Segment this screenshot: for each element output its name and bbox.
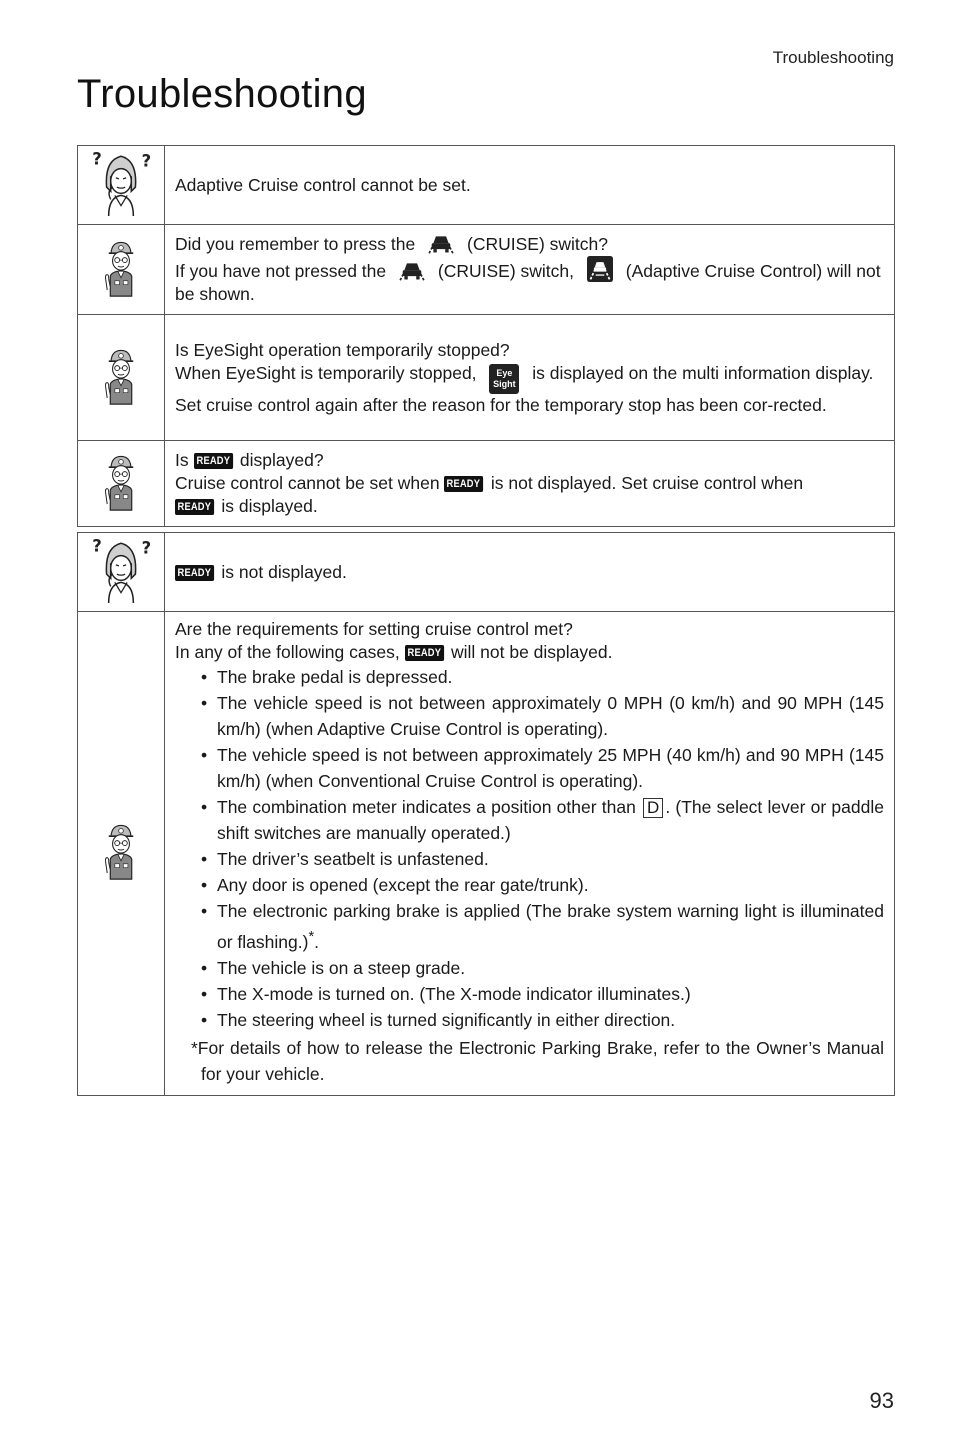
- problem-statement: is not displayed.: [221, 561, 347, 582]
- check-row-requirements: [78, 612, 895, 1096]
- list-item-text-a: The combination meter indicates a position other than: [217, 797, 636, 817]
- check-text-c: Cruise control cannot be set when: [175, 473, 440, 493]
- list-item-text-b: . (The select lever or paddle shift switches are manually operated.): [217, 797, 884, 843]
- running-header: Troubleshooting: [772, 48, 894, 67]
- check-text-d: Set cruise control again after the reason for the temporary stop has been cor-rected.: [175, 394, 827, 415]
- adaptive-cruise-icon: [587, 256, 613, 282]
- problem-statement: Adaptive Cruise control cannot be set.: [175, 174, 471, 195]
- eyesight-off-icon: Eye Sight: [489, 364, 519, 394]
- check-text: [165, 612, 895, 1096]
- footnote: *For details of how to release the Electronic Parking Brake, refer to the Owner’s Manual for your vehicle.: [191, 1037, 884, 1084]
- troubleshooting-table-1: [77, 145, 895, 527]
- list-item: • The steering wheel is turned significantly in either direction.: [197, 1007, 884, 1033]
- list-item: • The vehicle is on a steep grade.: [197, 955, 884, 981]
- check-text: [165, 315, 895, 441]
- list-item: • The brake pedal is depressed.: [197, 664, 884, 690]
- check-text-b: displayed?: [239, 450, 324, 470]
- check-intro-b: will not be displayed.: [450, 642, 613, 662]
- troubleshooting-table-2: [77, 532, 895, 1096]
- problem-row: [78, 146, 895, 225]
- check-text: [165, 441, 895, 527]
- problem-text: [165, 146, 895, 225]
- technician-icon: [78, 612, 165, 1096]
- page-title: Troubleshooting: [77, 72, 367, 116]
- ready-indicator-icon: READY: [175, 565, 214, 581]
- ready-indicator-icon: READY: [194, 453, 233, 469]
- check-text-d: is not displayed. Set cruise control when: [490, 473, 804, 493]
- check-text-d: (CRUISE) switch,: [437, 261, 574, 281]
- check-text: [165, 225, 895, 315]
- check-text-b: When EyeSight is temporarily stopped,: [175, 362, 477, 383]
- ready-indicator-icon: READY: [405, 645, 444, 661]
- check-intro-a: In any of the following cases,: [175, 642, 400, 662]
- check-text-a: Did you remember to press the: [175, 234, 416, 254]
- check-text-c: is displayed on the multi information display.: [532, 362, 874, 383]
- check-intro: Are the requirements for setting cruise control met?: [175, 619, 573, 639]
- ready-indicator-icon: READY: [175, 499, 214, 515]
- technician-icon: [78, 225, 165, 315]
- technician-icon: [78, 315, 165, 441]
- list-item: [197, 794, 884, 846]
- list-item: • The vehicle speed is not between approximately 0 MPH (0 km/h) and 90 MPH (145 km/h) (when Adaptive Cruise Control is operating).: [197, 690, 884, 742]
- list-item: • The vehicle speed is not between approximately 25 MPH (40 km/h) and 90 MPH (145 km/h) (when Conventional Cruise Control is operating).: [197, 742, 884, 794]
- check-text-a: Is EyeSight operation temporarily stopped?: [175, 339, 510, 360]
- technician-icon: [78, 441, 165, 527]
- problem-text: [165, 533, 895, 612]
- condition-list: [175, 664, 884, 1033]
- problem-row: [78, 533, 895, 612]
- check-row-cruise-switch: [78, 225, 895, 315]
- list-item-end: .: [314, 931, 319, 952]
- check-text-e: is displayed.: [221, 496, 318, 516]
- check-row-eyesight: [78, 315, 895, 441]
- confused-woman-icon: [78, 533, 165, 612]
- check-text-c: If you have not pressed the: [175, 261, 387, 281]
- check-text-b: (CRUISE) switch?: [467, 234, 608, 254]
- footnote-mark: *: [308, 929, 315, 945]
- page-number: 93: [869, 1388, 894, 1413]
- list-item: • Any door is opened (except the rear gate/trunk).: [197, 872, 884, 898]
- list-item: • The driver’s seatbelt is unfastened.: [197, 846, 884, 872]
- cruise-switch-icon: [428, 233, 454, 255]
- list-item: [197, 898, 884, 955]
- ready-indicator-icon: READY: [444, 476, 483, 492]
- list-item-text: The electronic parking brake is applied (The brake system warning light is illuminated or flashing.): [217, 901, 884, 952]
- list-item: • The X-mode is turned on. (The X-mode indicator illuminates.): [197, 981, 884, 1007]
- check-text-a: Is: [175, 450, 189, 470]
- check-text-e: (Adaptive Cruise Control) will not be shown.: [175, 261, 881, 304]
- drive-position-indicator: D: [643, 798, 663, 818]
- check-row-ready: [78, 441, 895, 527]
- confused-woman-icon: [78, 146, 165, 225]
- cruise-switch-icon: [399, 260, 425, 282]
